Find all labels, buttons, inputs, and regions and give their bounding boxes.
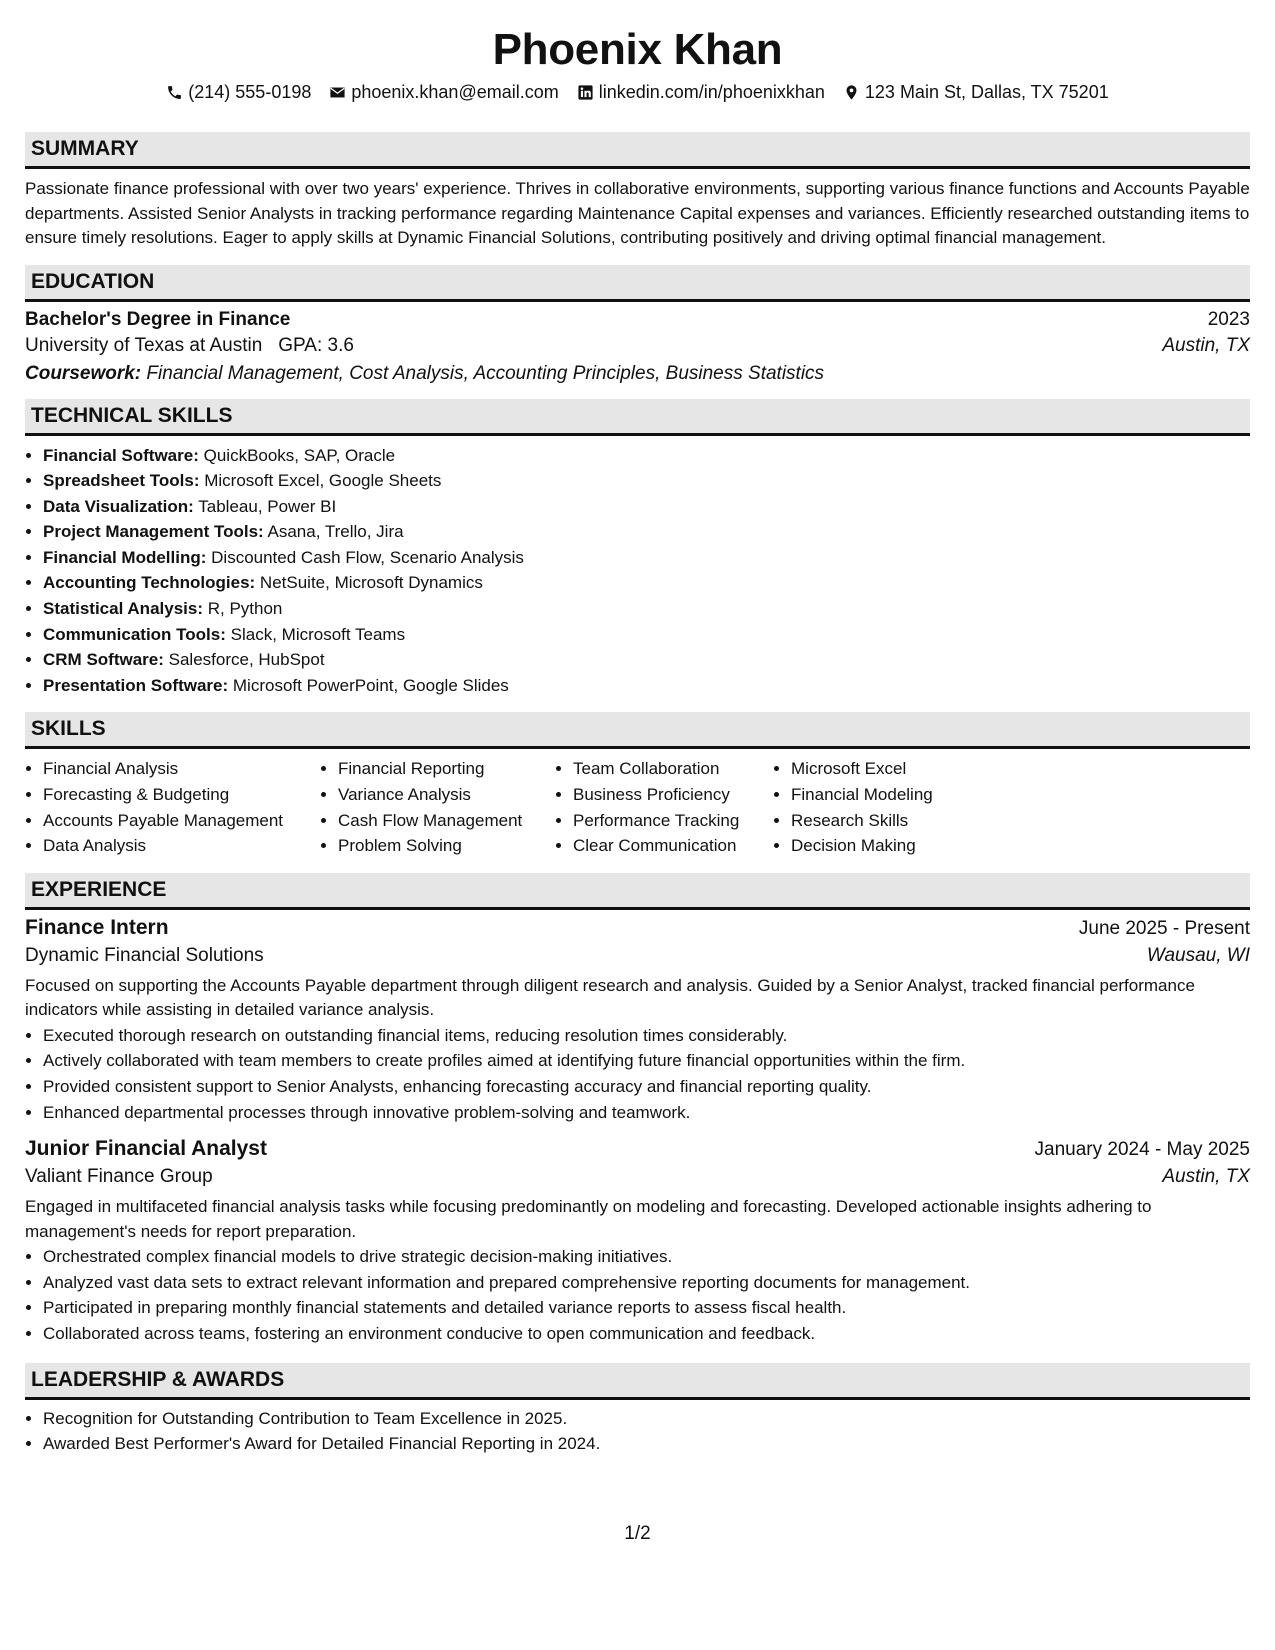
list-item: • Problem Solving bbox=[338, 833, 555, 859]
list-item: • Accounts Payable Management bbox=[43, 808, 320, 834]
list-item: • Provided consistent support to Senior Analysts, enhancing forecasting accuracy and financial reporting quality. bbox=[43, 1074, 1250, 1100]
summary-text: Passionate finance professional with over two years' experience. Thrives in collaborative environments, supporting various finance functions and Accounts Payable departments. Assisted Senior Analysts in tracking performance regarding Maintenance Capital expenses and variances. Efficiently researched outstanding items to ensure timely resolutions. Eager to apply skills at Dynamic Financial Solutions, contributing positively and driving optimal financial management. bbox=[25, 179, 1250, 247]
skill-label: Data Visualization: bbox=[43, 496, 194, 516]
street-address: 123 Main St, Dallas, TX 75201 bbox=[864, 82, 1109, 102]
job-header bbox=[25, 916, 1250, 940]
contact-phone bbox=[166, 80, 311, 104]
skills-heading: SKILLS bbox=[25, 712, 1250, 749]
leadership-heading: LEADERSHIP & AWARDS bbox=[25, 1363, 1250, 1400]
education-row-degree bbox=[25, 309, 1250, 331]
list-item: • Microsoft Excel bbox=[791, 756, 993, 782]
skill-label: Spreadsheet Tools: bbox=[43, 471, 200, 491]
job-entry bbox=[25, 916, 1250, 1125]
list-item: • Variance Analysis bbox=[338, 782, 555, 808]
skill-value: NetSuite, Microsoft Dynamics bbox=[259, 573, 483, 593]
list-item bbox=[43, 647, 1250, 673]
skill-value: Microsoft PowerPoint, Google Slides bbox=[232, 675, 509, 695]
phone-number: (214) 555-0198 bbox=[188, 82, 312, 102]
education-heading: EDUCATION bbox=[25, 265, 1250, 302]
list-item: • Team Collaboration bbox=[573, 756, 773, 782]
list-item: • Analyzed vast data sets to extract relevant information and prepared comprehensive reporting documents for management. bbox=[43, 1270, 1250, 1296]
skill-label: Statistical Analysis: bbox=[43, 599, 203, 619]
experience-heading: EXPERIENCE bbox=[25, 873, 1250, 910]
skills-column bbox=[555, 756, 773, 858]
list-item bbox=[43, 570, 1250, 596]
list-item bbox=[43, 494, 1250, 520]
skills-section bbox=[25, 712, 1250, 858]
job-subheader bbox=[25, 945, 1250, 967]
list-item: • Recognition for Outstanding Contribution to Team Excellence in 2025. bbox=[43, 1406, 1250, 1432]
summary-section bbox=[25, 132, 1250, 251]
skill-value: R, Python bbox=[207, 599, 283, 619]
list-item bbox=[43, 622, 1250, 648]
skill-value: Salesforce, HubSpot bbox=[168, 650, 325, 670]
candidate-name: Phoenix Khan bbox=[492, 25, 783, 74]
leadership-section bbox=[25, 1363, 1250, 1457]
contact-address bbox=[843, 80, 1109, 104]
list-item: • Awarded Best Performer's Award for Detailed Financial Reporting in 2024. bbox=[43, 1431, 1250, 1457]
linkedin-url[interactable]: linkedin.com/in/phoenixkhan bbox=[598, 82, 825, 102]
job-description: Engaged in multifaceted financial analysis tasks while focusing predominantly on modeling and forecasting. Developed actionable insights adhering to management's needs for report preparation. bbox=[25, 1197, 1152, 1241]
skill-value: QuickBooks, SAP, Oracle bbox=[203, 445, 396, 465]
skill-value: Asana, Trello, Jira bbox=[267, 522, 404, 542]
contact-email bbox=[329, 80, 558, 104]
skill-value: Discounted Cash Flow, Scenario Analysis bbox=[211, 547, 524, 567]
list-item: • Financial Modeling bbox=[791, 782, 993, 808]
list-item: • Actively collaborated with team members to create profiles aimed at identifying future financial opportunities within the firm. bbox=[43, 1048, 1250, 1074]
job-description: Focused on supporting the Accounts Payable department through diligent research and analysis. Guided by a Senior Analyst, tracked financial performance indicators while assisting in detailed variance analysis. bbox=[25, 975, 1195, 1020]
list-item: • Data Analysis bbox=[43, 833, 320, 859]
job-subheader bbox=[25, 1166, 1250, 1188]
skills-column bbox=[320, 756, 555, 858]
envelope-icon bbox=[329, 84, 346, 101]
skill-label: Communication Tools: bbox=[43, 624, 226, 644]
job-bullets bbox=[25, 1023, 1250, 1125]
degree: Bachelor's Degree in Finance bbox=[25, 308, 291, 330]
job-location: Wausau, WI bbox=[1146, 944, 1250, 966]
technical-skills-heading: TECHNICAL SKILLS bbox=[25, 399, 1250, 436]
phone-icon bbox=[166, 84, 183, 101]
list-item bbox=[43, 545, 1250, 571]
list-item bbox=[43, 596, 1250, 622]
list-item: • Decision Making bbox=[791, 833, 993, 859]
skill-label: Presentation Software: bbox=[43, 675, 229, 695]
list-item: • Clear Communication bbox=[573, 833, 773, 859]
list-item: • Enhanced departmental processes through innovative problem-solving and teamwork. bbox=[43, 1100, 1250, 1126]
education-section bbox=[25, 265, 1250, 385]
coursework-list: Financial Management, Cost Analysis, Accounting Principles, Business Statistics bbox=[146, 362, 825, 384]
education-row-school bbox=[25, 335, 1250, 357]
skill-label: Project Management Tools: bbox=[43, 522, 264, 542]
list-item bbox=[43, 443, 1250, 469]
contact-linkedin bbox=[577, 80, 825, 104]
skills-column bbox=[773, 756, 993, 858]
skill-label: Accounting Technologies: bbox=[43, 573, 256, 593]
company-name: Valiant Finance Group bbox=[25, 1166, 213, 1188]
list-item: • Cash Flow Management bbox=[338, 808, 555, 834]
job-header bbox=[25, 1137, 1250, 1161]
skill-value: Slack, Microsoft Teams bbox=[230, 624, 406, 644]
job-dates: January 2024 - May 2025 bbox=[1034, 1139, 1250, 1161]
experience-section bbox=[25, 873, 1250, 1347]
list-item: • Research Skills bbox=[791, 808, 993, 834]
list-item: • Participated in preparing monthly financial statements and detailed variance reports to assess fiscal health. bbox=[43, 1295, 1250, 1321]
university: University of Texas at Austin bbox=[25, 334, 263, 356]
list-item: • Performance Tracking bbox=[573, 808, 773, 834]
job-bullets bbox=[25, 1244, 1250, 1346]
skills-grid bbox=[25, 756, 1250, 858]
page-number: 1/2 bbox=[624, 1523, 651, 1544]
skill-label: CRM Software: bbox=[43, 650, 164, 670]
map-pin-icon bbox=[843, 84, 860, 101]
job-location: Austin, TX bbox=[1162, 1166, 1250, 1188]
summary-heading: SUMMARY bbox=[25, 132, 1250, 169]
coursework-label: Coursework: bbox=[25, 362, 142, 384]
job-dates: June 2025 - Present bbox=[1078, 917, 1250, 939]
skill-value: Tableau, Power BI bbox=[198, 496, 337, 516]
list-item: • Executed thorough research on outstanding financial items, reducing resolution times considerably. bbox=[43, 1023, 1250, 1049]
job-title: Junior Financial Analyst bbox=[25, 1137, 267, 1161]
skill-label: Financial Software: bbox=[43, 445, 199, 465]
gpa: GPA: 3.6 bbox=[278, 334, 354, 356]
technical-skills-list bbox=[25, 443, 1250, 699]
education-location: Austin, TX bbox=[1162, 334, 1250, 356]
linkedin-icon bbox=[577, 84, 594, 101]
company-name: Dynamic Financial Solutions bbox=[25, 944, 264, 966]
skill-label: Financial Modelling: bbox=[43, 547, 207, 567]
skills-column bbox=[25, 756, 320, 858]
contact-bar bbox=[25, 80, 1250, 104]
job-title: Finance Intern bbox=[25, 915, 169, 939]
list-item: • Financial Analysis bbox=[43, 756, 320, 782]
leadership-list bbox=[25, 1406, 1250, 1457]
graduation-year: 2023 bbox=[1207, 308, 1250, 330]
list-item bbox=[43, 673, 1250, 699]
list-item: • Financial Reporting bbox=[338, 756, 555, 782]
coursework bbox=[25, 363, 1250, 385]
list-item bbox=[43, 519, 1250, 545]
school-info bbox=[25, 335, 354, 357]
list-item: • Collaborated across teams, fostering an environment conducive to open communication and feedback. bbox=[43, 1321, 1250, 1347]
technical-skills-section bbox=[25, 399, 1250, 699]
list-item: • Forecasting & Budgeting bbox=[43, 782, 320, 808]
list-item bbox=[43, 468, 1250, 494]
list-item: • Business Proficiency bbox=[573, 782, 773, 808]
job-entry bbox=[25, 1137, 1250, 1346]
skill-value: Microsoft Excel, Google Sheets bbox=[204, 471, 442, 491]
list-item: • Orchestrated complex financial models to drive strategic decision-making initiatives. bbox=[43, 1244, 1250, 1270]
email-address[interactable]: phoenix.khan@email.com bbox=[351, 82, 559, 102]
